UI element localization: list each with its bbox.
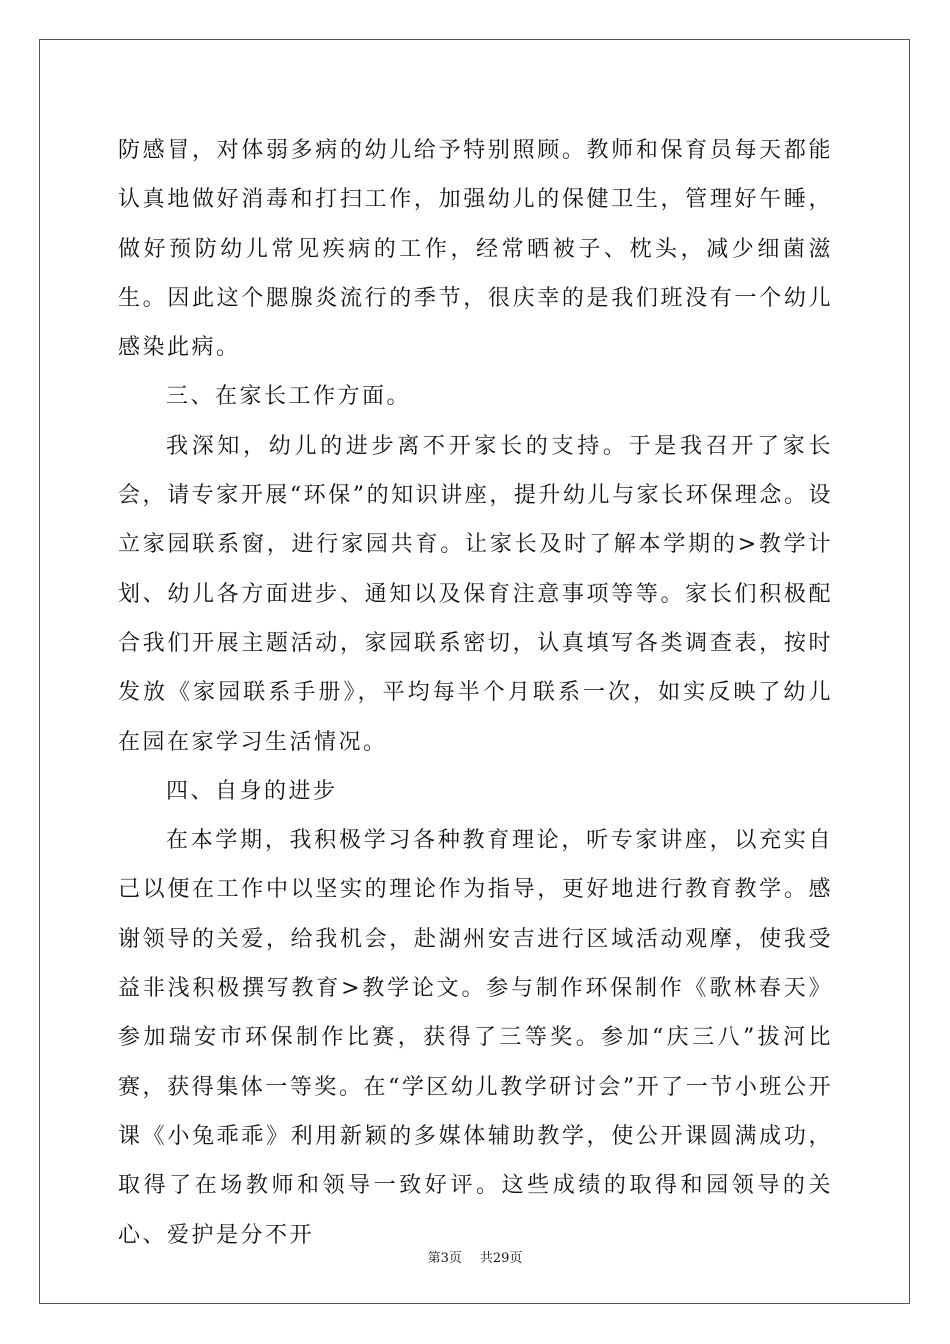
- paragraph-parent-work: 我深知，幼儿的进步离不开家长的支持。于是我召开了家长会，请专家开展“环保”的知识讲座，提升幼儿与家长环保理念。设立家园联系窗，进行家园共育。让家长及时了解本学期的>教学计划、幼儿各方面进步、通知以及保育注意事项等等。家长们积极配合我们开展主题活动，家园联系密切，认真填写各类调查表，按时发放《家园联系手册》，平均每半个月联系一次，如实反映了幼儿在园在家学习生活情况。: [118, 433, 833, 755]
- paragraph-health-care: 防感冒，对体弱多病的幼儿给予特别照顾。教师和保育员每天都能认真地做好消毒和打扫工作，加强幼儿的保健卫生，管理好午睡，做好预防幼儿常见疾病的工作，经常晒被子、枕头，减少细菌滋生。因此这个腮腺炎流行的季节，很庆幸的是我们班没有一个幼儿感染此病。: [118, 138, 833, 361]
- document-body: [118, 126, 833, 1260]
- heading-parent-work: 三、在家长工作方面。: [166, 384, 412, 410]
- heading-self-progress: 四、自身的进步: [166, 778, 338, 804]
- page-total: 共29页: [479, 1251, 523, 1266]
- page-number: 第3页: [427, 1251, 462, 1266]
- page-footer: [0, 1247, 950, 1266]
- paragraph-self-progress: 在本学期，我积极学习各种教育理论，听专家讲座，以充实自己以便在工作中以坚实的理论作为指导，更好地进行教育教学。感谢领导的关爱，给我机会，赴湖州安吉进行区域活动观摩，使我受益非浅积极撰写教育>教学论文。参与制作环保制作《歌林春天》参加瑞安市环保制作比赛，获得了三等奖。参加“庆三八”拔河比赛，获得集体一等奖。在“学区幼儿教学研讨会”开了一节小班公开课《小兔乖乖》利用新颖的多媒体辅助教学，使公开课圆满成功，取得了在场教师和领导一致好评。这些成绩的取得和园领导的关心、爱护是分不开: [118, 828, 833, 1248]
